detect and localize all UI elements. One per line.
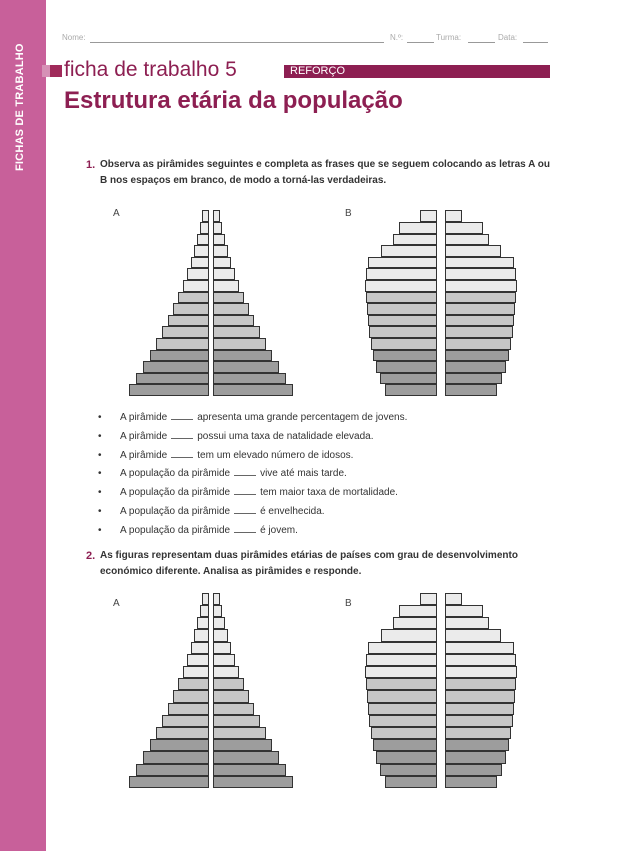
statement-text-before: A população da pirâmide <box>120 505 231 517</box>
question-number: 2. <box>86 550 96 562</box>
bullet-icon: • <box>98 412 102 423</box>
pyramid-bar-right <box>213 245 228 257</box>
pyramid-bar-right <box>213 303 249 315</box>
pyramid-bar-left <box>191 642 209 654</box>
pyramid-bar-left <box>178 678 209 690</box>
pyramid-bar-right <box>213 751 279 763</box>
pyramid-bar-right <box>445 222 483 234</box>
pyramid-bar-right <box>445 268 516 280</box>
pyramid-bar-right <box>445 642 514 654</box>
question-text: Observa as pirâmides seguintes e completa as frases que se seguem colocando as letras A ou B nos espaços em branco, de modo a torná-las verdadeiras. <box>100 159 550 186</box>
data-label: Data: <box>498 33 518 42</box>
pyramid-bar-right <box>445 338 511 350</box>
pyramid-bar-right <box>445 764 502 776</box>
pyramid-bar-right <box>445 280 517 292</box>
pyramid-bar-left <box>366 654 437 666</box>
pyramid-bar-right <box>445 715 513 727</box>
pyramid-bar-right <box>213 776 293 788</box>
pyramid-bar-left <box>385 776 437 788</box>
answer-blank[interactable] <box>234 486 256 495</box>
pyramid-bar-left <box>368 642 437 654</box>
bullet-icon: • <box>98 524 102 536</box>
pyramid-bar-left <box>187 268 209 280</box>
statement-text-before: A pirâmide <box>120 430 168 442</box>
pyramid-bar-left <box>420 593 437 605</box>
pyramid-bar-left <box>420 210 437 222</box>
pyramid-bar-left <box>136 764 209 776</box>
pyramid-bar-right <box>213 678 244 690</box>
answer-blank[interactable] <box>171 430 193 439</box>
pyramid-bar-left <box>162 715 209 727</box>
student-header <box>62 33 550 47</box>
pyramid-bar-left <box>373 350 437 362</box>
pyramid-bar-left <box>366 678 437 690</box>
pyramid-bar-left <box>187 654 209 666</box>
statement-list <box>98 409 538 541</box>
pyramid-bar-right <box>445 303 515 315</box>
statement-text-after: tem um elevado número de idosos. <box>197 449 354 461</box>
statement-text-after: apresenta uma grande percentagem de jovens. <box>197 412 408 423</box>
worksheet-title: ficha de trabalho 5 <box>64 58 237 81</box>
pyramid-bar-left <box>385 384 437 396</box>
statement-text-after: é envelhecida. <box>260 505 325 517</box>
answer-blank[interactable] <box>171 411 193 420</box>
pyramid-bar-right <box>213 257 231 269</box>
pyramid-bar-right <box>445 654 516 666</box>
pyramid-bar-right <box>213 315 254 327</box>
pyramid-bar-right <box>213 222 222 234</box>
pyramid-bar-right <box>213 384 293 396</box>
pyramid-bar-left <box>381 245 437 257</box>
pyramid-bar-right <box>445 629 501 641</box>
worksheet-title-row <box>42 58 552 84</box>
pyramid-bar-left <box>393 234 437 246</box>
pyramid-bar-right <box>445 678 516 690</box>
pyramid-label: B <box>345 598 352 609</box>
pyramid-bar-right <box>445 210 462 222</box>
bullet-icon: • <box>98 487 102 499</box>
statement-item <box>98 484 538 503</box>
pyramid-bar-right <box>213 703 254 715</box>
question-2 <box>86 548 556 580</box>
pyramid-bar-left <box>366 292 437 304</box>
pyramid-bar-left <box>381 629 437 641</box>
pyramid-bar-left <box>162 326 209 338</box>
turma-label: Turma: <box>436 33 462 42</box>
numero-label: N.º: <box>390 33 404 42</box>
pyramid-bar-right <box>213 654 235 666</box>
answer-blank[interactable] <box>171 449 193 458</box>
pyramid-bar-left <box>371 727 437 739</box>
pyramid-bar-right <box>445 257 514 269</box>
pyramid-bar-right <box>445 751 506 763</box>
pyramid-bar-right <box>445 292 516 304</box>
bullet-icon: • <box>98 505 102 517</box>
pyramid-bar-right <box>445 666 517 678</box>
sidebar-label: FICHAS DE TRABALHO <box>14 43 26 171</box>
pyramid-bar-left <box>380 373 437 385</box>
pyramid-bar-right <box>213 642 231 654</box>
statement-text-before: A pirâmide <box>120 449 168 461</box>
answer-blank[interactable] <box>234 467 256 476</box>
reforco-badge <box>284 65 550 78</box>
pyramid-label: A <box>113 598 120 609</box>
statement-text-after: possui uma taxa de natalidade elevada. <box>197 430 374 442</box>
pyramid-bar-left <box>194 629 209 641</box>
pyramid-bar-left <box>369 715 437 727</box>
pyramid-bar-right <box>445 326 513 338</box>
badge-label: REFORÇO <box>290 65 345 77</box>
statement-item <box>98 522 538 541</box>
pyramid-bar-left <box>197 617 209 629</box>
pyramid-bar-right <box>213 338 266 350</box>
title-decoration-light <box>42 65 50 77</box>
pyramid-bar-right <box>445 361 506 373</box>
pyramid-bar-right <box>213 739 272 751</box>
pyramid-bar-right <box>445 245 501 257</box>
pyramid-bar-left <box>367 303 437 315</box>
answer-blank[interactable] <box>234 505 256 514</box>
statement-text-before: A população da pirâmide <box>120 524 231 536</box>
pyramid-bar-left <box>156 727 209 739</box>
question-text: As figuras representam duas pirâmides etárias de países com grau de desenvolvimento económico diferente. Analisa as pirâmides e responde. <box>100 550 518 577</box>
statement-item <box>98 465 538 484</box>
statement-item <box>98 409 538 428</box>
pyramid-bar-right <box>213 715 260 727</box>
pyramid-bar-left <box>368 257 437 269</box>
pyramid-bar-left <box>376 751 437 763</box>
pyramid-bar-left <box>200 605 209 617</box>
pyramid-bar-right <box>445 384 497 396</box>
pyramid-bar-right <box>445 617 489 629</box>
pyramid-bar-right <box>213 268 235 280</box>
pyramid-bar-left <box>369 326 437 338</box>
pyramid-bar-right <box>445 703 514 715</box>
question-number: 1. <box>86 159 96 171</box>
nome-label: Nome: <box>62 33 86 42</box>
bullet-icon: • <box>98 468 102 480</box>
pyramid-bar-left <box>202 210 209 222</box>
statement-text-before: A pirâmide <box>120 412 168 423</box>
turma-field[interactable] <box>468 42 495 43</box>
statement-text-after: é jovem. <box>260 524 298 536</box>
pyramid-bar-left <box>173 690 209 702</box>
pyramid-bar-right <box>213 764 286 776</box>
pyramid-bar-right <box>445 593 462 605</box>
pyramid-bar-right <box>213 617 225 629</box>
pyramid-bar-right <box>213 350 272 362</box>
pyramid-bar-right <box>213 326 260 338</box>
pyramid-label: A <box>113 208 120 219</box>
pyramid-bar-right <box>445 315 514 327</box>
pyramid-bar-left <box>183 280 209 292</box>
pyramid-bar-left <box>178 292 209 304</box>
pyramid-bar-left <box>168 703 209 715</box>
pyramid-bar-left <box>197 234 209 246</box>
statement-text-after: tem maior taxa de mortalidade. <box>260 487 398 499</box>
pyramid-bar-left <box>183 666 209 678</box>
bullet-icon: • <box>98 449 102 461</box>
statement-item <box>98 428 538 447</box>
pyramid-bar-right <box>213 234 225 246</box>
numero-field[interactable] <box>407 42 434 43</box>
pyramid-bar-right <box>213 292 244 304</box>
pyramid-bar-right <box>445 727 511 739</box>
pyramid-bar-right <box>213 280 239 292</box>
pyramid-bar-right <box>445 373 502 385</box>
pyramid-bar-left <box>136 373 209 385</box>
pyramid-bar-right <box>213 605 222 617</box>
pyramid-bar-left <box>200 222 209 234</box>
pyramid-bar-left <box>194 245 209 257</box>
statement-text-before: A população da pirâmide <box>120 468 231 480</box>
pyramid-bar-left <box>191 257 209 269</box>
pyramid-bar-left <box>143 361 209 373</box>
pyramid-bar-left <box>371 338 437 350</box>
pyramid-bar-left <box>129 776 209 788</box>
pyramid-bar-right <box>213 210 220 222</box>
pyramid-bar-right <box>213 666 239 678</box>
answer-blank[interactable] <box>234 524 256 533</box>
pyramid-bar-right <box>213 629 228 641</box>
pyramid-label: B <box>345 208 352 219</box>
pyramid-bar-right <box>445 234 489 246</box>
statement-text-before: A população da pirâmide <box>120 487 231 499</box>
pyramid-bar-left <box>399 605 437 617</box>
pyramid-bar-left <box>168 315 209 327</box>
pyramid-bar-right <box>213 690 249 702</box>
pyramid-bar-left <box>173 303 209 315</box>
pyramid-bar-right <box>213 361 279 373</box>
pyramid-bar-right <box>445 605 483 617</box>
pyramid-bar-right <box>213 727 266 739</box>
data-field[interactable] <box>523 42 548 43</box>
statement-item <box>98 447 538 466</box>
nome-field[interactable] <box>90 42 384 43</box>
pyramid-bar-left <box>150 350 209 362</box>
statement-item <box>98 503 538 522</box>
pyramid-bar-left <box>129 384 209 396</box>
pyramid-bar-right <box>445 690 515 702</box>
pyramid-bar-left <box>399 222 437 234</box>
pyramid-bar-left <box>367 690 437 702</box>
pyramid-bar-left <box>373 739 437 751</box>
pyramid-bar-right <box>445 350 509 362</box>
pyramid-bar-left <box>365 280 437 292</box>
pyramid-bar-left <box>156 338 209 350</box>
pyramid-bar-left <box>368 315 437 327</box>
pyramid-bar-left <box>365 666 437 678</box>
statement-text-after: vive até mais tarde. <box>260 468 347 480</box>
pyramid-bar-right <box>213 373 286 385</box>
pyramid-bar-left <box>150 739 209 751</box>
pyramid-bar-left <box>380 764 437 776</box>
bullet-icon: • <box>98 430 102 442</box>
question-1 <box>86 157 556 189</box>
page-title: Estrutura etária da população <box>64 87 403 114</box>
pyramid-bar-left <box>376 361 437 373</box>
pyramid-bar-left <box>393 617 437 629</box>
pyramid-bar-left <box>202 593 209 605</box>
pyramid-bar-left <box>368 703 437 715</box>
pyramid-bar-left <box>366 268 437 280</box>
pyramid-bar-left <box>143 751 209 763</box>
pyramid-bar-right <box>445 776 497 788</box>
pyramid-bar-right <box>213 593 220 605</box>
pyramid-bar-right <box>445 739 509 751</box>
